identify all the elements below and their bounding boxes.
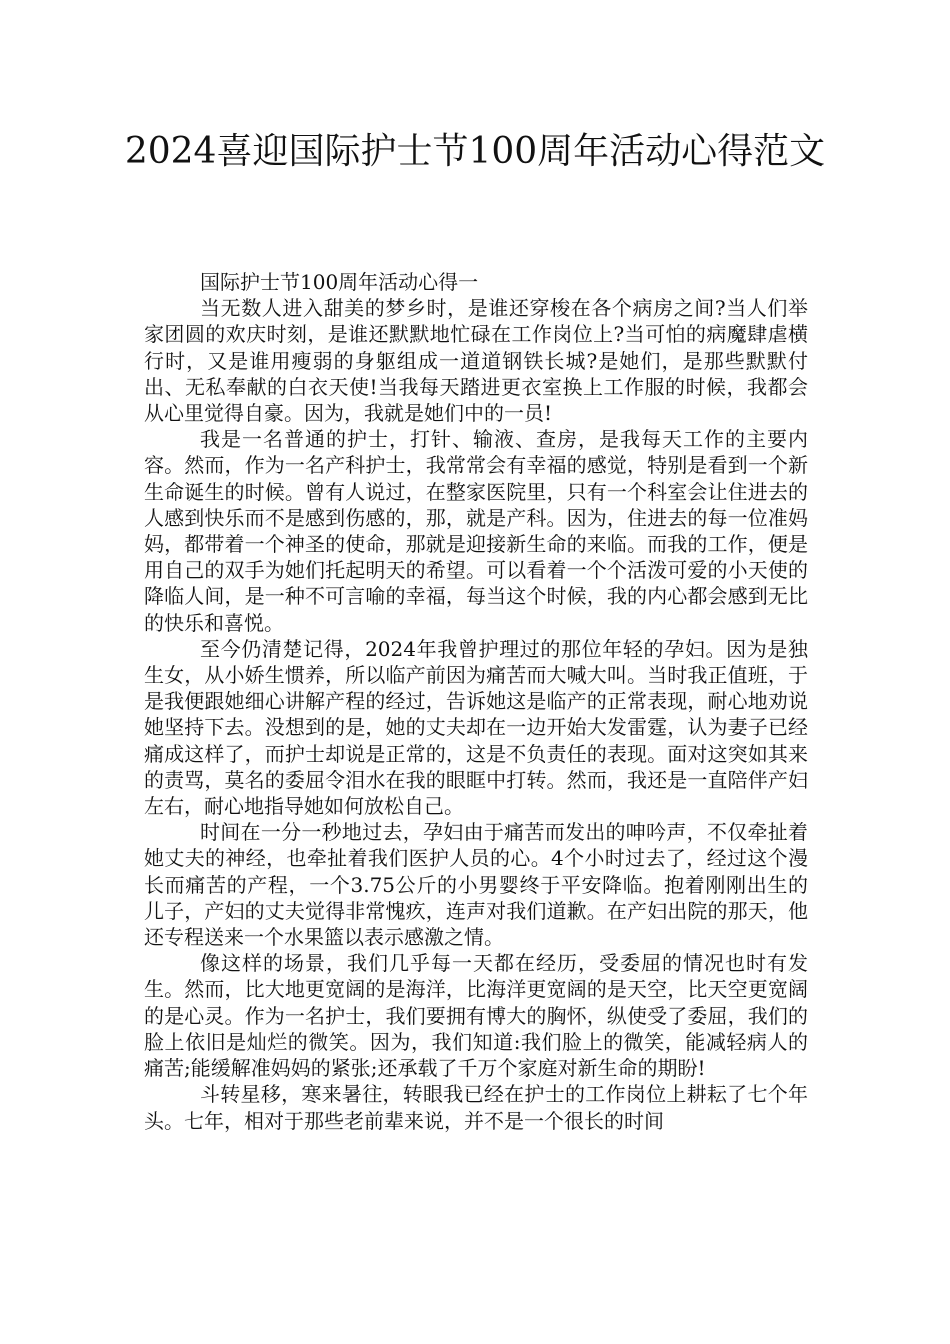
section-heading: 国际护士节100周年活动心得一 — [200, 270, 479, 294]
document-body — [144, 269, 808, 1134]
paragraph-3: 至今仍清楚记得，2024年我曾护理过的那位年轻的孕妇。因为是独生女，从小娇生惯养，所以临产前因为痛苦而大喊大叫。当时我正值班，于是我便跟她细心讲解产程的经过，告诉她这是临产的正常表现，耐心地劝说她坚持下去。没想到的是，她的丈夫却在一边开始大发雷霆，认为妻子已经痛成这样了，而护士却说是正常的，这是不负责任的表现。面对这突如其来的责骂，莫名的委屈令泪水在我的眼眶中打转。然而，我还是一直陪伴产妇左右，耐心地指导她如何放松自己。 — [144, 636, 808, 819]
paragraph-6: 斗转星移，寒来暑往，转眼我已经在护士的工作岗位上耕耘了七个年头。七年，相对于那些老前辈来说，并不是一个很长的时间 — [144, 1082, 808, 1133]
paragraph-2: 我是一名普通的护士，打针、输液、查房，是我每天工作的主要内容。然而，作为一名产科护士，我常常会有幸福的感觉，特别是看到一个新生命诞生的时候。曾有人说过，在整家医院里，只有一个科室会让住进去的人感到快乐而不是感到伤感的，那，就是产科。因为，住进去的每一位准妈妈，都带着一个神圣的使命，那就是迎接新生命的来临。而我的工作，便是用自己的双手为她们托起明天的希望。可以看着一个个活泼可爱的小天使的降临人间，是一种不可言喻的幸福，每当这个时候，我的内心都会感到无比的快乐和喜悦。 — [144, 427, 808, 635]
paragraph-4: 时间在一分一秒地过去，孕妇由于痛苦而发出的呻吟声，不仅牵扯着她丈夫的神经，也牵扯着我们医护人员的心。4个小时过去了，经过这个漫长而痛苦的产程，一个3.75公斤的小男婴终于平安降临。抱着刚刚出生的儿子，产妇的丈夫觉得非常愧疚，连声对我们道歉。在产妇出院的那天，他还专程送来一个水果篮以表示感激之情。 — [144, 820, 808, 950]
document-title: 2024喜迎国际护士节100周年活动心得范文 — [124, 131, 826, 172]
paragraph-5: 像这样的场景，我们几乎每一天都在经历，受委屈的情况也时有发生。然而，比大地更宽阔的是海洋，比海洋更宽阔的是天空，比天空更宽阔的是心灵。作为一名护士，我们要拥有博大的胸怀，纵使受了委屈，我们的脸上依旧是灿烂的微笑。因为，我们知道:我们脸上的微笑，能减轻病人的痛苦;能缓解准妈妈的紧张;还承载了千万个家庭对新生命的期盼! — [144, 951, 808, 1081]
paragraph-1: 当无数人进入甜美的梦乡时，是谁还穿梭在各个病房之间?当人们举家团圆的欢庆时刻，是谁还默默地忙碌在工作岗位上?当可怕的病魔肆虐横行时，又是谁用瘦弱的身躯组成一道道钢铁长城?是她们，是那些默默付出、无私奉献的白衣天使!当我每天踏进更衣室换上工作服的时候，我都会从心里觉得自豪。因为，我就是她们中的一员! — [144, 296, 808, 426]
